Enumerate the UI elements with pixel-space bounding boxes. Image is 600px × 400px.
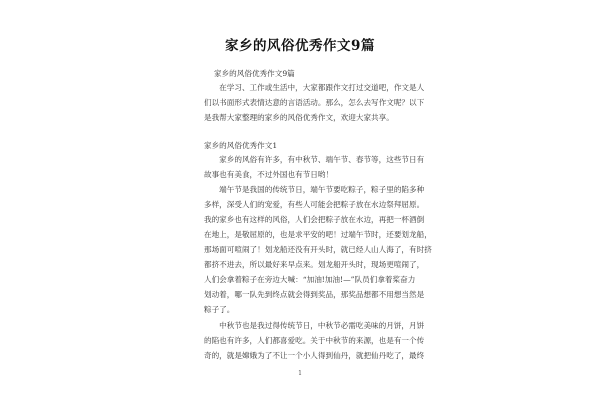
text-line: 我的家乡也有这样的风俗，人们会把粽子放在水边，再把一杯酒倒 [204, 215, 425, 224]
text-line: 划动着，哪一队先到终点就会得到奖品，那奖品想都不用想当然是 [204, 290, 425, 299]
text-line: 家乡的风俗有许多，有中秋节、端午节、春节等，这些节日有 [204, 155, 425, 164]
text-line: 都挤不进去，所以最好来早点来。划龙船开头时，现场更喧闹了， [204, 260, 425, 269]
section-title: 家乡的风俗优秀作文1 [204, 141, 278, 150]
text-line: 人们会拿着粽子在旁边大喊：“加油!加油!—”队员们拿着桨奋力 [204, 275, 416, 284]
text-line: 是我帮大家整理的家乡的风俗优秀作文，欢迎大家共享。 [204, 113, 394, 122]
text-line: 多样，深受人们的宠爱，有些人可能会把粽子放在水边祭拜屈原。 [204, 200, 425, 209]
intro-paragraph [204, 80, 425, 125]
paragraph-1 [204, 152, 425, 182]
text-line: 的陷也有许多，人们都喜爱吃。关于中秋节的来源，也是有一个传 [204, 336, 425, 345]
paragraph-2 [204, 182, 432, 317]
text-line: 在学习、工作或生活中，大家都跟作文打过交道吧，作文是人 [204, 83, 425, 92]
text-line: 粽子了。 [204, 305, 235, 314]
text-line: 中秋节也是我过得传统节日，中秋节必需吃美味的月饼，月饼 [204, 321, 425, 330]
text-line: 端午节是我国的传统节日，端午节要吃粽子，粽子里的陷多种 [204, 185, 425, 194]
page-number: 1 [298, 370, 302, 377]
text-line: 奇的，就是嫦娥为了不让一个小人得到仙丹，就把仙丹吃了，最终 [204, 351, 425, 360]
document-subtitle: 家乡的风俗优秀作文9篇 [214, 69, 295, 78]
text-line: 故事也有美食，不过外国也有节日哟！ [204, 170, 334, 179]
text-line: 在地上，是敬屈原的，也是求平安的吧！过端午节时，还要划龙船， [204, 230, 432, 239]
paragraph-3 [204, 318, 425, 363]
text-line: 那场面可喧闹了！划龙船还没有开头时，就已经人山人海了，有时挤 [204, 245, 432, 254]
document-title: 家乡的风俗优秀作文9篇 [225, 38, 375, 54]
text-line: 们以书面形式表情达意的言语活动。那么，怎么去写作文呢？以下 [204, 98, 425, 107]
